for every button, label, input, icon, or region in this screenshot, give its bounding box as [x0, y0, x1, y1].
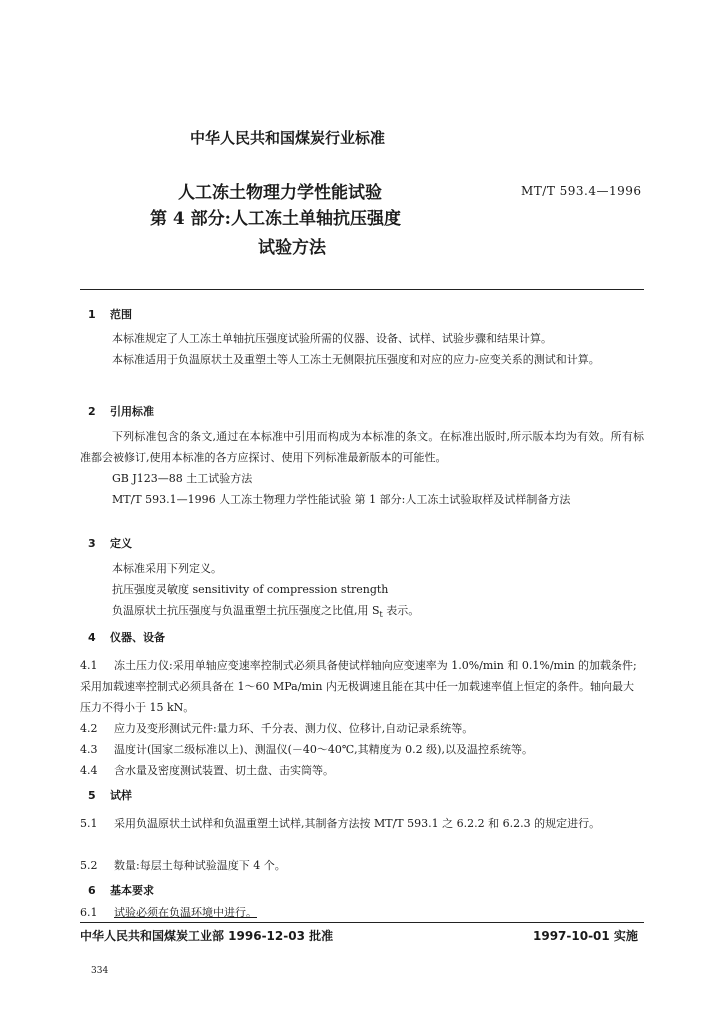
definition-text: [80, 600, 644, 625]
reference-2: MT/T 593.1—1996 人工冻土物理力学性能试验 第 1 部分:人工冻土试验取样及试样制备方法: [112, 493, 571, 506]
section-1-paragraph-2: 本标准适用于负温原状土及重塑土等人工冻土无侧限抗压强度和对应的应力-应变关系的测试和计算。: [112, 353, 600, 366]
clause-5-1: [80, 813, 644, 834]
section-6-heading: [88, 882, 154, 898]
section-3-paragraph-1: 本标准采用下列定义。: [112, 562, 222, 575]
clause-text: 冻土压力仪:采用单轴应变速率控制式必须具备使试样轴向应变速率为 1.0%/min 和 0.1%/min 的加载条件;采用加载速率控制式必须具备在 1～60 MPa/min 内无极调速且能在其中任一加载速率值上恒定的条件。轴向最大压力不得小于 15 kN。: [80, 659, 637, 714]
section-title: 基本要求: [110, 884, 154, 897]
section-title: 定义: [110, 537, 132, 550]
definition-term: 抗压强度灵敏度 sensitivity of compression strength: [112, 583, 389, 596]
definition-end: 表示。: [382, 604, 420, 617]
clause-4-1: [80, 655, 644, 718]
clause-number: 4.2: [80, 722, 98, 735]
section-number: 4: [88, 631, 96, 644]
section-title: 范围: [110, 308, 132, 321]
standard-number: MT/T 593.4—1996: [521, 184, 642, 198]
issuing-body-title: 中华人民共和国煤炭行业标准: [190, 129, 386, 147]
section-number: 2: [88, 405, 96, 418]
reference-1: GB J123—88 土工试验方法: [112, 472, 253, 485]
section-1-paragraph-1: 本标准规定了人工冻土单轴抗压强度试验所需的仪器、设备、试样、试验步骤和结果计算。: [112, 332, 552, 345]
section-4-heading: [88, 629, 165, 645]
section-number: 3: [88, 537, 96, 550]
clause-4-2: [80, 718, 644, 739]
clause-number: 4.1: [80, 659, 98, 672]
section-2-heading: [88, 403, 154, 419]
section-title: 仪器、设备: [110, 631, 165, 644]
document-title-line-3: 试验方法: [258, 238, 326, 258]
document-title-line-2: 第 4 部分:人工冻土单轴抗压强度: [150, 209, 401, 229]
document-title-line-1: 人工冻土物理力学性能试验: [178, 183, 382, 203]
clause-text: 数量:每层土每种试验温度下 4 个。: [114, 859, 286, 872]
section-5-heading: [88, 787, 132, 803]
clause-4-4: [80, 760, 644, 781]
section-number: 5: [88, 789, 96, 802]
definition-subscript: t: [379, 610, 383, 620]
approval-line: 中华人民共和国煤炭工业部 1996-12-03 批准: [80, 929, 334, 943]
clause-text: 试验必须在负温环境中进行。: [114, 906, 257, 919]
section-title: 引用标准: [110, 405, 154, 418]
effective-date: 1997-10-01 实施: [533, 929, 638, 943]
clause-4-3: [80, 739, 644, 760]
section-title: 试样: [110, 789, 132, 802]
definition-body: 负温原状土抗压强度与负温重塑土抗压强度之比值,用 S: [112, 604, 380, 617]
clause-text: 采用负温原状土试样和负温重塑土试样,其制备方法按 MT/T 593.1 之 6.2.2 和 6.2.3 的规定进行。: [114, 817, 601, 830]
section-1-heading: [88, 306, 132, 322]
clause-6-1: [80, 902, 644, 923]
section-3-heading: [88, 535, 132, 551]
page-number: 334: [91, 966, 109, 976]
section-number: 6: [88, 884, 96, 897]
clause-text: 含水量及密度测试装置、切土盘、击实筒等。: [114, 764, 334, 777]
clause-number: 5.1: [80, 817, 98, 830]
clause-number: 5.2: [80, 859, 98, 872]
section-2-paragraph-1: 下列标准包含的条文,通过在本标准中引用而构成为本标准的条文。在标准出版时,所示版本均为有效。所有标准都会被修订,使用本标准的各方应探讨、使用下列标准最新版本的可能性。: [80, 430, 644, 464]
section-number: 1: [88, 308, 96, 321]
clause-text: 温度计(国家二级标准以上)、测温仪(－40～40℃,其精度为 0.2 级),以及温控系统等。: [114, 743, 533, 756]
clause-number: 6.1: [80, 906, 98, 919]
header-divider: [80, 289, 644, 290]
clause-number: 4.3: [80, 743, 98, 756]
clause-5-2: [80, 855, 644, 876]
footer-divider: [80, 922, 644, 923]
clause-number: 4.4: [80, 764, 98, 777]
clause-text: 应力及变形测试元件:量力环、千分表、测力仪、位移计,自动记录系统等。: [114, 722, 474, 735]
